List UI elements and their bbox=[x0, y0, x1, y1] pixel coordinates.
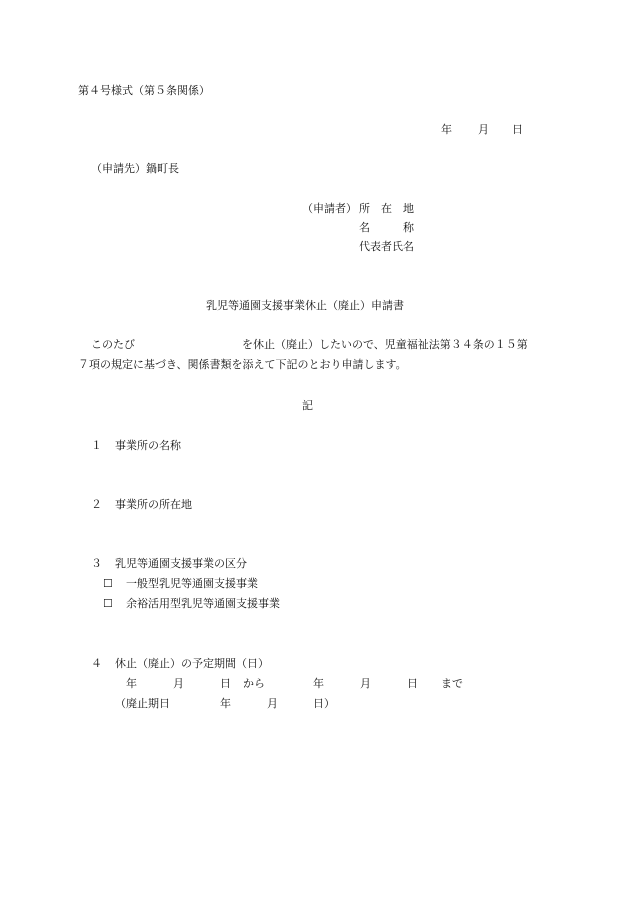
item2-label: 事業所の所在地 bbox=[115, 498, 192, 511]
abolish-month: 月 bbox=[267, 697, 278, 710]
period-kara: から bbox=[243, 677, 265, 690]
period-end-month: 月 bbox=[360, 677, 371, 690]
body-line1-start: このたび bbox=[91, 338, 135, 351]
addressee: （申請先）鍋町長 bbox=[91, 162, 179, 175]
abolish-year: 年 bbox=[220, 697, 231, 710]
applicant-representative-label: 代表者氏名 bbox=[359, 240, 414, 253]
item1-number: １ bbox=[91, 439, 102, 452]
option-surplus-type: 余裕活用型乳児等通園支援事業 bbox=[126, 597, 280, 610]
abolish-day: 日） bbox=[313, 697, 335, 710]
period-start-day: 日 bbox=[220, 677, 231, 690]
applicant-prefix: （申請者） bbox=[302, 202, 357, 215]
period-made: まで bbox=[441, 677, 463, 690]
item2-number: ２ bbox=[91, 498, 102, 511]
body-line2: ７項の規定に基づき、関係書類を添えて下記のとおり申請します。 bbox=[78, 358, 407, 371]
abolish-date-label: （廃止期日 bbox=[115, 697, 170, 710]
document-title: 乳児等通園支援事業休止（廃止）申請書 bbox=[206, 299, 404, 312]
ki-heading: 記 bbox=[302, 399, 313, 412]
applicant-address-label: 所 在 地 bbox=[359, 202, 414, 215]
period-end-day: 日 bbox=[407, 677, 418, 690]
item3-number: ３ bbox=[91, 557, 102, 570]
item1-label: 事業所の名称 bbox=[115, 439, 181, 452]
checkbox-icon[interactable]: ☐ bbox=[103, 577, 113, 590]
applicant-name-label: 名 称 bbox=[359, 221, 414, 234]
period-end-year: 年 bbox=[313, 677, 324, 690]
option-general-type: 一般型乳児等通園支援事業 bbox=[126, 577, 258, 590]
item4-label: 休止（廃止）の予定期間（日） bbox=[115, 657, 269, 670]
item3-label: 乳児等通園支援事業の区分 bbox=[115, 557, 247, 570]
period-start-month: 月 bbox=[173, 677, 184, 690]
date-day-label: 日 bbox=[512, 123, 523, 136]
date-month-label: 月 bbox=[478, 123, 489, 136]
form-number: 第４号様式（第５条関係） bbox=[78, 84, 210, 97]
date-year-label: 年 bbox=[441, 123, 452, 136]
checkbox-icon[interactable]: ☐ bbox=[103, 597, 113, 610]
item4-number: ４ bbox=[91, 657, 102, 670]
period-start-year: 年 bbox=[126, 677, 137, 690]
body-line1-rest: を休止（廃止）したいので、児童福祉法第３４条の１５第 bbox=[242, 338, 528, 351]
